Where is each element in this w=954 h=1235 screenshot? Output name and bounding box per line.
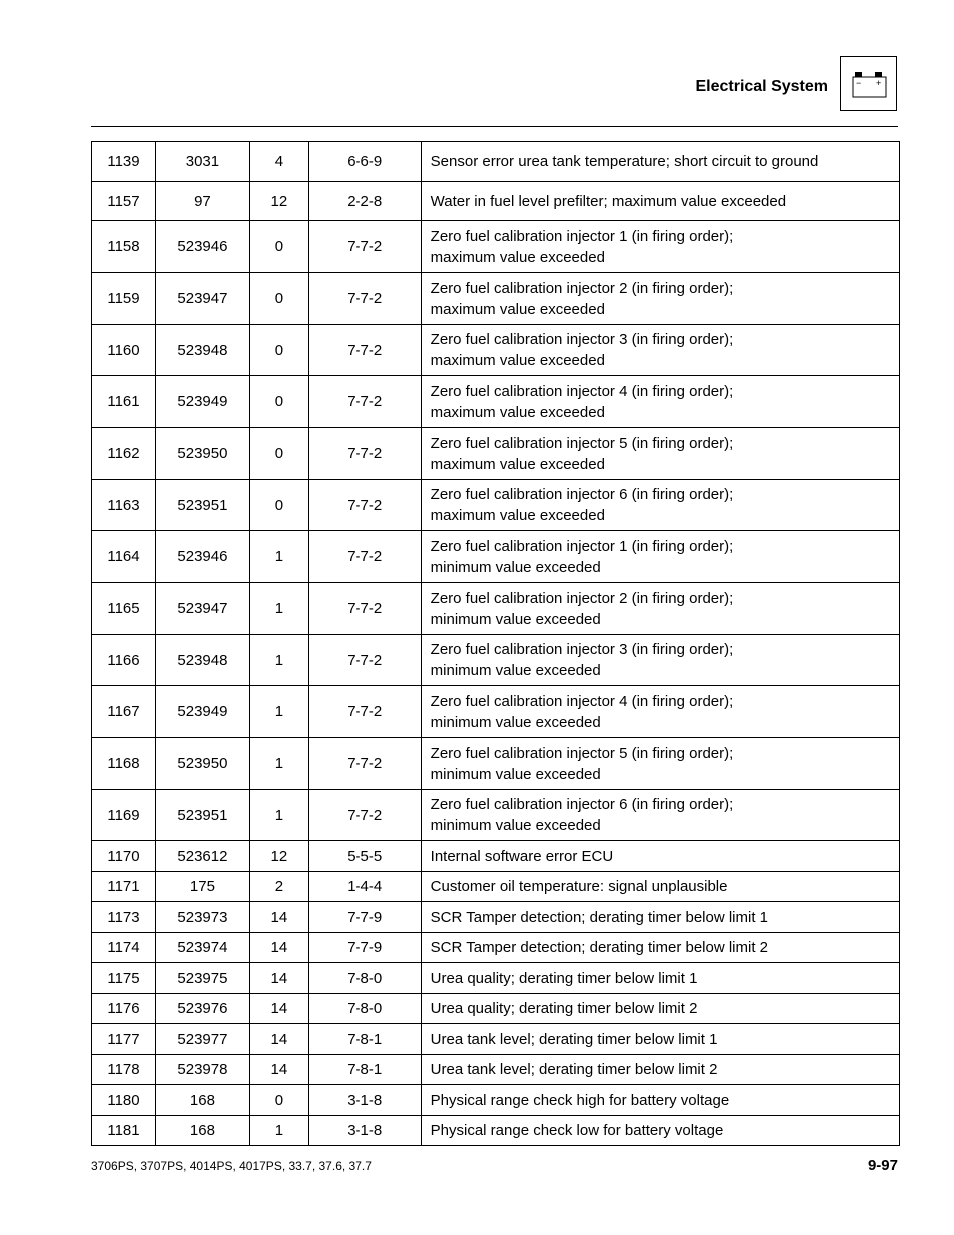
fmi-cell: 12 (249, 841, 308, 872)
code-cell: 1174 (92, 933, 156, 963)
description-line-2: minimum value exceeded (430, 558, 601, 576)
blink-code-cell: 7-8-0 (308, 994, 421, 1024)
spn-cell: 523947 (155, 273, 249, 325)
code-cell: 1180 (92, 1085, 156, 1116)
spn-cell: 523950 (155, 428, 249, 480)
description-line-1: Zero fuel calibration injector 2 (in firing order); (430, 279, 734, 297)
fmi-cell: 0 (249, 221, 308, 273)
code-cell: 1169 (92, 790, 156, 841)
blink-code-cell: 7-7-2 (308, 273, 421, 325)
description-line-1: Zero fuel calibration injector 5 (in firing order); (430, 744, 734, 762)
description-cell (421, 841, 899, 872)
battery-icon-box (840, 56, 897, 111)
code-cell: 1161 (92, 376, 156, 428)
code-cell: 1139 (92, 142, 156, 182)
code-cell: 1173 (92, 902, 156, 933)
description-line-1: Zero fuel calibration injector 3 (in firing order); (430, 331, 734, 348)
description-line-1: Zero fuel calibration injector 6 (in firing order); (430, 486, 734, 503)
code-cell: 1164 (92, 531, 156, 583)
description-cell (421, 1085, 899, 1116)
description-line-1: Zero fuel calibration injector 1 (in firing order); (430, 227, 734, 245)
description-cell (421, 428, 899, 480)
blink-code-cell: 7-7-9 (308, 933, 421, 963)
blink-code-cell: 7-7-2 (308, 790, 421, 841)
spn-cell: 523977 (155, 1024, 249, 1055)
description-line-1: Water in fuel level prefilter; maximum value exceeded (430, 192, 787, 210)
description-line-1: Urea tank level; derating timer below limit 2 (430, 1061, 718, 1078)
spn-cell: 168 (155, 1085, 249, 1116)
blink-code-cell: 7-8-1 (308, 1024, 421, 1055)
spn-cell: 523950 (155, 738, 249, 790)
description-cell (421, 480, 899, 531)
spn-cell: 523947 (155, 583, 249, 635)
description-cell (421, 583, 899, 635)
table-row (92, 738, 900, 790)
fmi-cell: 2 (249, 872, 308, 902)
fmi-cell: 1 (249, 686, 308, 738)
blink-code-cell: 5-5-5 (308, 841, 421, 872)
spn-cell: 523946 (155, 531, 249, 583)
description-line-2: minimum value exceeded (430, 713, 601, 731)
code-cell: 1157 (92, 182, 156, 221)
spn-cell: 97 (155, 182, 249, 221)
code-cell: 1181 (92, 1116, 156, 1146)
table-row (92, 221, 900, 273)
fmi-cell: 0 (249, 376, 308, 428)
description-line-1: Zero fuel calibration injector 2 (in firing order); (430, 589, 734, 607)
table-row (92, 963, 900, 994)
blink-code-cell: 7-7-2 (308, 221, 421, 273)
code-cell: 1158 (92, 221, 156, 273)
fmi-cell: 1 (249, 635, 308, 686)
table-row (92, 686, 900, 738)
description-cell (421, 376, 899, 428)
blink-code-cell: 7-7-2 (308, 325, 421, 376)
blink-code-cell: 7-7-2 (308, 583, 421, 635)
fmi-cell: 1 (249, 738, 308, 790)
spn-cell: 523951 (155, 790, 249, 841)
blink-code-cell: 6-6-9 (308, 142, 421, 182)
spn-cell: 523948 (155, 635, 249, 686)
table-row (92, 142, 900, 182)
blink-code-cell: 2-2-8 (308, 182, 421, 221)
description-line-1: Urea quality; derating timer below limit 2 (430, 1000, 698, 1017)
spn-cell: 523949 (155, 376, 249, 428)
blink-code-cell: 7-7-2 (308, 686, 421, 738)
page-number: 9-97 (867, 1157, 898, 1174)
blink-code-cell: 3-1-8 (308, 1116, 421, 1146)
description-line-2: minimum value exceeded (430, 662, 601, 679)
blink-code-cell: 3-1-8 (308, 1085, 421, 1116)
blink-code-cell: 7-7-2 (308, 531, 421, 583)
spn-cell: 523973 (155, 902, 249, 933)
description-line-1: Physical range check low for battery voltage (430, 1122, 724, 1139)
description-line-2: minimum value exceeded (430, 817, 601, 834)
spn-cell: 523974 (155, 933, 249, 963)
table-row (92, 1024, 900, 1055)
blink-code-cell: 7-7-2 (308, 635, 421, 686)
fmi-cell: 0 (249, 273, 308, 325)
code-cell: 1178 (92, 1055, 156, 1085)
description-line-2: maximum value exceeded (430, 403, 605, 421)
description-line-2: maximum value exceeded (430, 455, 605, 473)
table-row (92, 635, 900, 686)
fmi-cell: 0 (249, 428, 308, 480)
table-row (92, 428, 900, 480)
description-cell (421, 738, 899, 790)
description-cell (421, 902, 899, 933)
header-rule (91, 126, 898, 127)
code-cell: 1168 (92, 738, 156, 790)
code-cell: 1163 (92, 480, 156, 531)
table-row (92, 902, 900, 933)
spn-cell: 168 (155, 1116, 249, 1146)
description-cell (421, 325, 899, 376)
table-row (92, 325, 900, 376)
fmi-cell: 14 (249, 1055, 308, 1085)
fmi-cell: 12 (249, 182, 308, 221)
code-cell: 1176 (92, 994, 156, 1024)
fmi-cell: 14 (249, 994, 308, 1024)
fmi-cell: 1 (249, 531, 308, 583)
code-cell: 1175 (92, 963, 156, 994)
table-row (92, 790, 900, 841)
fmi-cell: 14 (249, 902, 308, 933)
table-row (92, 531, 900, 583)
description-line-1: Physical range check high for battery voltage (430, 1091, 730, 1109)
description-line-1: Zero fuel calibration injector 4 (in firing order); (430, 382, 734, 400)
fmi-cell: 1 (249, 583, 308, 635)
description-line-2: minimum value exceeded (430, 610, 601, 628)
spn-cell: 3031 (155, 142, 249, 182)
table-row (92, 480, 900, 531)
description-line-1: Internal software error ECU (430, 847, 614, 865)
description-cell (421, 142, 899, 182)
spn-cell: 523975 (155, 963, 249, 994)
description-line-1: Urea tank level; derating timer below limit 1 (430, 1030, 718, 1048)
description-line-1: SCR Tamper detection; derating timer below limit 1 (430, 908, 769, 926)
code-cell: 1165 (92, 583, 156, 635)
blink-code-cell: 7-8-0 (308, 963, 421, 994)
fmi-cell: 1 (249, 1116, 308, 1146)
code-cell: 1162 (92, 428, 156, 480)
table-row (92, 933, 900, 963)
description-cell (421, 963, 899, 994)
code-cell: 1167 (92, 686, 156, 738)
description-line-1: Zero fuel calibration injector 5 (in firing order); (430, 434, 734, 452)
description-cell (421, 1024, 899, 1055)
battery-minus-sign: − (856, 78, 862, 88)
code-cell: 1170 (92, 841, 156, 872)
blink-code-cell: 7-7-2 (308, 480, 421, 531)
blink-code-cell: 7-8-1 (308, 1055, 421, 1085)
fault-code-table (91, 141, 900, 1146)
spn-cell: 523976 (155, 994, 249, 1024)
table-row (92, 583, 900, 635)
table-row (92, 376, 900, 428)
table-row (92, 1116, 900, 1146)
description-cell (421, 994, 899, 1024)
spn-cell: 523948 (155, 325, 249, 376)
description-cell (421, 531, 899, 583)
fmi-cell: 14 (249, 933, 308, 963)
spn-cell: 523951 (155, 480, 249, 531)
table-row (92, 1085, 900, 1116)
description-line-2: maximum value exceeded (430, 507, 605, 524)
blink-code-cell: 7-7-9 (308, 902, 421, 933)
description-cell (421, 686, 899, 738)
code-cell: 1166 (92, 635, 156, 686)
code-cell: 1171 (92, 872, 156, 902)
spn-cell: 523946 (155, 221, 249, 273)
fmi-cell: 0 (249, 325, 308, 376)
description-cell (421, 1055, 899, 1085)
description-cell (421, 1116, 899, 1146)
table-row (92, 182, 900, 221)
fmi-cell: 1 (249, 790, 308, 841)
description-line-2: minimum value exceeded (430, 765, 601, 783)
battery-plus-sign: + (876, 78, 882, 88)
spn-cell: 175 (155, 872, 249, 902)
table-row (92, 273, 900, 325)
code-cell: 1160 (92, 325, 156, 376)
description-line-1: Zero fuel calibration injector 6 (in firing order); (430, 796, 734, 813)
description-cell (421, 273, 899, 325)
footer-models: 3706PS, 3707PS, 4014PS, 4017PS, 33.7, 37.6, 37.7 (91, 1159, 372, 1173)
blink-code-cell: 7-7-2 (308, 376, 421, 428)
blink-code-cell: 7-7-2 (308, 428, 421, 480)
description-line-1: Sensor error urea tank temperature; short circuit to ground (430, 153, 819, 170)
blink-code-cell: 7-7-2 (308, 738, 421, 790)
spn-cell: 523612 (155, 841, 249, 872)
table-row (92, 1055, 900, 1085)
description-line-2: maximum value exceeded (430, 248, 605, 266)
fmi-cell: 0 (249, 480, 308, 531)
description-line-1: Urea quality; derating timer below limit 1 (430, 969, 698, 987)
code-cell: 1159 (92, 273, 156, 325)
table-row (92, 841, 900, 872)
description-line-1: Customer oil temperature: signal unplausible (430, 878, 728, 895)
fmi-cell: 0 (249, 1085, 308, 1116)
description-cell (421, 933, 899, 963)
description-line-2: maximum value exceeded (430, 300, 605, 318)
blink-code-cell: 1-4-4 (308, 872, 421, 902)
description-line-1: Zero fuel calibration injector 3 (in firing order); (430, 641, 734, 658)
description-line-2: maximum value exceeded (430, 352, 605, 369)
description-cell (421, 872, 899, 902)
description-line-1: Zero fuel calibration injector 4 (in firing order); (430, 692, 734, 710)
code-cell: 1177 (92, 1024, 156, 1055)
fmi-cell: 4 (249, 142, 308, 182)
table-row (92, 872, 900, 902)
spn-cell: 523978 (155, 1055, 249, 1085)
description-cell (421, 790, 899, 841)
section-title: Electrical System (695, 78, 828, 95)
fmi-cell: 14 (249, 963, 308, 994)
fmi-cell: 14 (249, 1024, 308, 1055)
table-row (92, 994, 900, 1024)
description-cell (421, 182, 899, 221)
description-cell (421, 635, 899, 686)
spn-cell: 523949 (155, 686, 249, 738)
description-line-1: SCR Tamper detection; derating timer below limit 2 (430, 939, 769, 956)
description-cell (421, 221, 899, 273)
battery-icon (841, 57, 896, 110)
description-line-1: Zero fuel calibration injector 1 (in firing order); (430, 537, 734, 555)
